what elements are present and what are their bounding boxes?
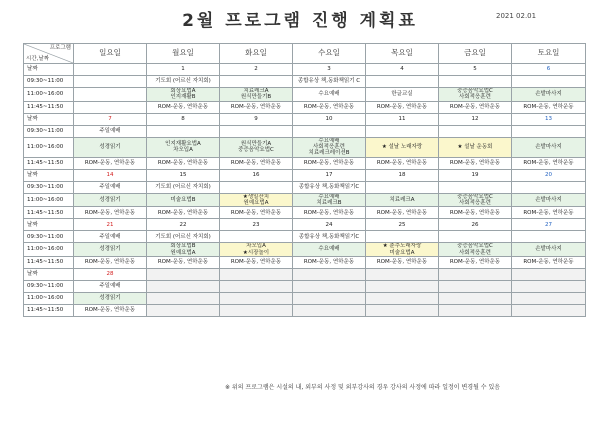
activity-line: 회상요법B [170,243,196,250]
exercise-cell: ROM-운동, 연하운동 [147,256,220,268]
main-activity-cell [293,193,366,207]
main-activity-cell [366,243,439,257]
activity-line: ★ 춘추노래자랑 [382,243,422,250]
time-label: 11:45~11:50 [24,207,74,219]
date-cell: 26 [439,219,512,231]
date-cell: 1 [147,64,220,76]
morning-activity-cell [439,76,512,88]
day-header-sat: 토요일 [512,44,586,64]
exercise-cell: ROM-운동, 연하운동 [366,256,439,268]
main-activity-cell [147,292,220,304]
time-label: 날짜 [24,219,74,231]
morning-activity-cell [439,125,512,137]
main-activity-cell [74,88,147,102]
time-label: 날짜 [24,113,74,125]
footnote: ※ 위의 프로그램은 시설의 내, 외부의 사정 및 외부강사의 경우 강사의 사정에 따라 일정이 변경될 수 있음 [225,384,501,391]
exercise-cell: ROM-운동, 연하운동 [512,101,586,113]
activity-line: ★ 설날 운동회 [457,143,493,150]
main-activity-cell [439,243,512,257]
activity-line: 사회적응훈련 [313,143,345,150]
activity-line: 치료레크A [243,88,269,94]
exercise-cell: ROM-운동, 연하운동 [74,207,147,219]
activity-line: 성경읽기 [99,143,121,150]
date-cell: 12 [439,113,512,125]
main-activity-row [24,292,586,304]
exercise-cell: ROM-운동, 연하운동 [366,157,439,169]
date-cell: 19 [439,169,512,181]
exercise-cell: ROM-운동, 연하운동 [74,304,147,316]
main-activity-cell [439,137,512,157]
morning-activity-cell: 종합유상 책,동화책읽기C [293,231,366,243]
main-activity-cell [220,292,293,304]
main-activity-cell [293,137,366,157]
activity-line: 중증음악요법C [457,193,493,200]
date-cell [220,268,293,280]
exercise-cell [439,304,512,316]
activity-line: 중증음악요법C [457,243,493,250]
activity-line: ★ 설날 노래자랑 [381,143,423,150]
activity-line: 치료레크B [316,199,342,206]
morning-activity-cell [220,181,293,193]
date-cell: 17 [293,169,366,181]
morning-activity-cell: 기도회 (어르신 자치회) [147,181,220,193]
exercise-row [24,256,586,268]
exercise-cell: ROM-운동, 연하운동 [220,207,293,219]
activity-line: 수요예배 [318,246,340,253]
date-cell [74,64,147,76]
activity-line: ★시장놀이 [242,249,270,256]
activity-line: 차오입A [173,147,193,154]
date-cell: 16 [220,169,293,181]
activity-line: 미술요법B [170,196,196,203]
corner-time-label: 시간,날짜 [26,55,50,62]
exercise-row [24,101,586,113]
activity-line: 회상요법A [170,88,196,94]
main-activity-cell [220,193,293,207]
main-activity-cell [293,88,366,102]
activity-line: 성경읽기 [99,246,121,253]
exercise-cell: ROM-운동, 연하운동 [220,157,293,169]
main-activity-cell [366,137,439,157]
time-label: 11:00~16:00 [24,243,74,257]
morning-activity-cell [220,280,293,292]
time-label: 날짜 [24,268,74,280]
time-label: 11:00~16:00 [24,88,74,102]
main-activity-cell [74,243,147,257]
main-activity-cell [512,137,586,157]
date-row [24,64,586,76]
day-header-tue: 화요일 [220,44,293,64]
activity-line: 미술요법A [389,249,415,256]
document-date: 2021 02.01 [496,12,537,20]
date-cell: 20 [512,169,586,181]
activity-line: 수요예배 [318,137,340,144]
exercise-cell: ROM-운동, 연하운동 [512,256,586,268]
main-activity-cell [147,243,220,257]
main-activity-cell [439,193,512,207]
date-row [24,219,586,231]
activity-line: 성경읽기 [99,196,121,203]
main-activity-cell [366,193,439,207]
exercise-cell: ROM-운동, 연하운동 [220,101,293,113]
activity-line: 인지재활요법A [165,140,201,147]
exercise-cell [74,101,147,113]
date-cell [366,268,439,280]
date-cell [512,268,586,280]
main-activity-cell [512,243,586,257]
activity-line: 차오입A [246,243,266,250]
exercise-cell: ROM-운동, 연하운동 [512,157,586,169]
morning-activity-cell [439,231,512,243]
exercise-cell: ROM-운동, 연하운동 [147,157,220,169]
morning-activity-cell [220,76,293,88]
exercise-cell [147,304,220,316]
morning-activity-cell [74,76,147,88]
activity-line: 사회적응훈련 [459,199,491,206]
date-cell: 24 [293,219,366,231]
exercise-cell: ROM-운동, 연하운동 [293,207,366,219]
date-cell: 2 [220,64,293,76]
day-header-thu: 목요일 [366,44,439,64]
morning-row [24,125,586,137]
date-cell: 5 [439,64,512,76]
date-cell: 13 [512,113,586,125]
main-activity-cell [74,137,147,157]
time-label: 09:30~11:00 [24,280,74,292]
date-cell: 22 [147,219,220,231]
main-activity-cell [366,88,439,102]
morning-activity-cell: 종합유상 책,동화책읽기C [293,181,366,193]
schedule-body [24,64,586,317]
main-activity-cell [293,292,366,304]
activity-line: 손발마사지 [535,246,562,253]
morning-activity-cell [512,231,586,243]
activity-line: 치료레크A [389,196,415,203]
morning-row [24,280,586,292]
activity-line: ★생일잔치 [242,193,270,200]
date-cell: 8 [147,113,220,125]
exercise-cell: ROM-운동, 연하운동 [220,256,293,268]
main-activity-cell [74,292,147,304]
morning-row [24,231,586,243]
morning-activity-cell [512,280,586,292]
exercise-cell: ROM-운동, 연하운동 [366,207,439,219]
activity-line: 수요예배 [318,193,340,200]
main-activity-cell [74,193,147,207]
date-cell: 15 [147,169,220,181]
date-cell: 23 [220,219,293,231]
date-cell: 18 [366,169,439,181]
main-activity-cell [439,292,512,304]
exercise-cell: ROM-운동, 연하운동 [439,256,512,268]
morning-activity-cell [366,181,439,193]
main-activity-cell [512,292,586,304]
exercise-cell: ROM-운동, 연하운동 [512,207,586,219]
time-label: 11:45~11:50 [24,256,74,268]
morning-activity-cell [147,280,220,292]
activity-line: 치료레크레이션B [308,150,350,157]
date-cell [293,268,366,280]
morning-activity-cell [439,181,512,193]
activity-line: 사회적응훈련 [459,249,491,256]
main-activity-cell [512,193,586,207]
morning-activity-cell: 주일예배 [74,125,147,137]
morning-activity-cell [220,231,293,243]
morning-row [24,181,586,193]
time-label: 11:45~11:50 [24,101,74,113]
corner-cell [24,44,74,64]
day-header-fri: 금요일 [439,44,512,64]
schedule-table [23,43,586,317]
activity-line: 원식만들기B [240,94,272,101]
date-cell: 10 [293,113,366,125]
activity-line: 성경읽기 [99,295,121,302]
date-cell: 28 [74,268,147,280]
activity-line: 손발마사지 [535,196,562,203]
exercise-cell: ROM-운동, 연하운동 [74,256,147,268]
date-cell: 11 [366,113,439,125]
exercise-cell: ROM-운동, 연하운동 [147,207,220,219]
main-activity-cell [366,292,439,304]
exercise-row [24,157,586,169]
date-cell: 6 [512,64,586,76]
date-cell: 9 [220,113,293,125]
time-label: 11:45~11:50 [24,157,74,169]
morning-activity-cell [366,231,439,243]
main-activity-cell [293,243,366,257]
date-cell: 21 [74,219,147,231]
date-cell: 14 [74,169,147,181]
activity-line: 손발마사지 [535,143,562,150]
activity-line: 중증음악요법C [238,147,274,154]
time-label: 09:30~11:00 [24,231,74,243]
date-row [24,268,586,280]
exercise-row [24,304,586,316]
day-header-mon: 월요일 [147,44,220,64]
main-activity-cell [147,193,220,207]
exercise-cell: ROM-운동, 연하운동 [366,101,439,113]
morning-activity-cell: 주일예배 [74,181,147,193]
time-label: 11:00~16:00 [24,193,74,207]
main-activity-row [24,88,586,102]
main-activity-cell [147,137,220,157]
activity-line: 인지재활B [170,94,196,101]
exercise-cell: ROM-운동, 연하운동 [439,157,512,169]
exercise-cell: ROM-운동, 연하운동 [439,101,512,113]
exercise-cell [512,304,586,316]
time-label: 날짜 [24,169,74,181]
exercise-cell: ROM-운동, 연하운동 [293,101,366,113]
main-activity-cell [512,88,586,102]
main-activity-row [24,243,586,257]
exercise-cell: ROM-운동, 연하운동 [147,101,220,113]
time-label: 11:45~11:50 [24,304,74,316]
activity-line: 원식만들기A [240,140,272,147]
activity-line: 한글교실 [391,91,413,98]
exercise-cell [293,304,366,316]
day-header-wed: 수요일 [293,44,366,64]
header-row [24,44,586,64]
morning-activity-cell [147,125,220,137]
date-cell: 27 [512,219,586,231]
morning-activity-cell [293,125,366,137]
activity-line: 사회적응훈련 [459,94,491,101]
page-title: 2월 프로그램 진행 계획표 [182,11,418,31]
exercise-cell: ROM-운동, 연하운동 [439,207,512,219]
date-cell [439,268,512,280]
time-label: 11:00~16:00 [24,137,74,157]
morning-activity-cell: 종합유상 책,동화책읽기 C [293,76,366,88]
date-cell [147,268,220,280]
exercise-cell: ROM-운동, 연하운동 [293,256,366,268]
morning-activity-cell [512,181,586,193]
time-label: 09:30~11:00 [24,181,74,193]
morning-activity-cell [439,280,512,292]
morning-activity-cell [366,125,439,137]
activity-line: 손발마사지 [535,91,562,98]
morning-row [24,76,586,88]
main-activity-cell [220,88,293,102]
morning-activity-cell: 기도회 (어르신 자치회) [147,76,220,88]
time-label: 09:30~11:00 [24,76,74,88]
main-activity-cell [439,88,512,102]
morning-activity-cell [220,125,293,137]
date-row [24,113,586,125]
time-label: 09:30~11:00 [24,125,74,137]
time-label: 날짜 [24,64,74,76]
exercise-row [24,207,586,219]
main-activity-cell [147,88,220,102]
morning-activity-cell [512,125,586,137]
date-cell: 25 [366,219,439,231]
activity-line: 중증음악요법C [457,88,493,94]
exercise-cell [220,304,293,316]
morning-activity-cell: 주일예배 [74,231,147,243]
morning-activity-cell: 기도회 (어르신 자치회) [147,231,220,243]
corner-program-label: 프로그램 [49,45,71,51]
main-activity-cell [220,137,293,157]
date-row [24,169,586,181]
main-activity-cell [220,243,293,257]
exercise-cell: ROM-운동, 연하운동 [74,157,147,169]
date-cell: 7 [74,113,147,125]
activity-line: 원예요법A [170,249,196,256]
morning-activity-cell [512,76,586,88]
activity-line: 원예요법A [243,199,269,206]
morning-activity-cell [366,76,439,88]
morning-activity-cell: 주일예배 [74,280,147,292]
morning-activity-cell [293,280,366,292]
day-header-sun: 일요일 [74,44,147,64]
main-activity-row [24,193,586,207]
date-cell: 3 [293,64,366,76]
exercise-cell: ROM-운동, 연하운동 [293,157,366,169]
main-activity-row [24,137,586,157]
time-label: 11:00~16:00 [24,292,74,304]
activity-line: 수요예배 [318,91,340,98]
morning-activity-cell [366,280,439,292]
date-cell: 4 [366,64,439,76]
exercise-cell [366,304,439,316]
